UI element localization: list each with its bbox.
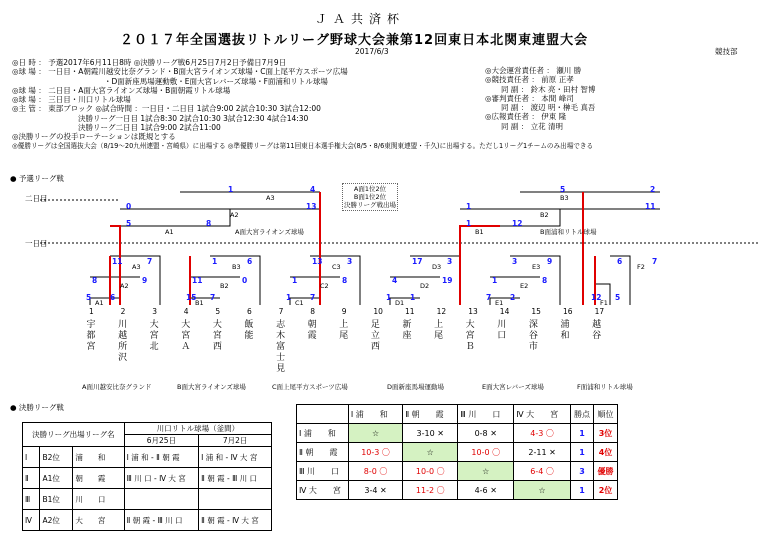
score: 7: [147, 257, 153, 266]
team-number: 12: [436, 307, 447, 316]
team-number: 13: [468, 307, 478, 316]
score: 0: [126, 202, 132, 211]
team-number: 3: [152, 307, 157, 316]
field-name: D面新座馬場運動場: [387, 383, 445, 391]
info-line: ◎決勝リーグの投手ローテーションは既規とする: [12, 132, 176, 142]
info-line: ◎球 場 ： 二日目・A面大宮ライオンズ球場・B面朝霞リトル球場: [12, 85, 231, 95]
section-preliminary: ● 予選リーグ戦: [10, 174, 64, 183]
officer-line: ◎競技責任者 ： 前原 正孝: [485, 75, 574, 85]
score: 5: [615, 293, 621, 302]
score: 9: [547, 257, 553, 266]
info-line: ◎主 管 ： 東部ブロック ◎試合時間 ：一日目・二日目 1試合9:00 2試合10:30 3試合12:00: [12, 104, 321, 114]
score: 5: [126, 219, 132, 228]
score: 3: [347, 257, 353, 266]
col-header: Ⅰ 浦 和: [348, 405, 402, 424]
score: 12: [591, 293, 602, 302]
col-header: 勝点: [571, 405, 594, 424]
match-code: B1: [475, 228, 484, 236]
score: 8: [542, 276, 548, 285]
day2-label: 二日目: [25, 194, 48, 203]
team-number: 8: [310, 307, 315, 316]
team-number: 14: [499, 307, 510, 316]
info-line: 決勝リーグ二日目 1試合9:00 2試合11:00: [78, 123, 221, 133]
score: 5: [560, 185, 566, 194]
match-code: D1: [395, 299, 405, 307]
day1-label: 一日目: [25, 239, 48, 248]
match-code: A1: [95, 299, 104, 307]
match-code: F1: [600, 299, 608, 307]
col-header: Ⅳ 大 宮: [514, 405, 571, 424]
score: 8: [206, 219, 212, 228]
team-name: 飯能: [244, 320, 254, 341]
score: 12: [512, 219, 523, 228]
score: 1: [292, 276, 298, 285]
table-row: Ⅰ 浦 和 ☆ 3-10 ✕ 0-8 ✕ 4-3 〇 1 3位: [297, 424, 618, 443]
score: 3: [512, 257, 518, 266]
team-number: 17: [594, 307, 605, 316]
team-number: 9: [341, 307, 347, 316]
col-header: 川口リトル球場（釜間）: [124, 423, 271, 435]
score: 13: [306, 202, 317, 211]
date-header: 7月2日: [199, 435, 272, 447]
table-row: Ⅳ A2位 大 宮 Ⅱ 朝 霞 - Ⅲ 川 口 Ⅱ 朝 霞 - Ⅳ 大 宮: [23, 510, 272, 531]
team-number: 15: [531, 307, 541, 316]
match-code: F2: [637, 263, 645, 271]
match-code: B2: [220, 282, 229, 290]
team-name: 大宮Ａ: [181, 320, 191, 352]
final-results-table: [296, 404, 618, 500]
info-line: ◎優勝リーグは全国選抜大会（8/19～20九州連盟・宮崎県）に出場する ◎準優勝リーグは第11回東日本選手権大会(8/5・8/6東関東連盟・千久)に出場する。ただし1リーグ1チームのみ出場できる: [12, 141, 594, 150]
score: 1: [466, 219, 472, 228]
score: 7: [210, 293, 216, 302]
score: 1: [228, 185, 234, 194]
team-name: 川口: [497, 320, 507, 341]
score: 6: [110, 293, 116, 302]
info-line: ・D面新座馬場運動敷・E面大宮レバーズ球場・F面浦和リトル球場: [104, 76, 328, 86]
match-code: E2: [520, 282, 529, 290]
team-number: 10: [373, 307, 383, 316]
date-header: 6月25日: [124, 435, 199, 447]
officer-line: ◎大会運営責任者 ： 瀬川 勝: [485, 66, 582, 75]
match-code: A2: [230, 211, 239, 219]
score: 6: [617, 257, 623, 266]
score: 0: [242, 276, 248, 285]
col-header: Ⅱ 朝 霞: [403, 405, 458, 424]
title-line-1: ＪＡ共済杯: [315, 12, 406, 26]
officer-line: 同 副 ： 渡辺 明・榊毛 真吾: [501, 103, 596, 113]
team-name: 志木富士見: [276, 320, 286, 374]
officer-line: ◎審判責任者 ： 本間 峰司: [485, 93, 574, 103]
team-name: 大宮西: [212, 320, 222, 352]
officer-line: 同 副 ： 鈴木 亮・田村 智博: [501, 84, 596, 94]
match-code: A1: [165, 228, 174, 236]
match-code: C3: [332, 263, 341, 271]
score: 15: [186, 293, 197, 302]
field-name: F面浦和リトル球場: [577, 383, 633, 391]
col-header: Ⅲ 川 口: [458, 405, 514, 424]
score: 1: [466, 202, 472, 211]
info-line: ◎日 時 ： 予選2017年6月11日8時 ◎決勝リーグ戦6月25日7月2日予備日7月9日: [12, 58, 287, 67]
table-row: Ⅱ 朝 霞 10-3 〇 ☆ 10-0 〇 2-11 ✕ 1 4位: [297, 443, 618, 462]
score: 2: [650, 185, 656, 194]
score: 8: [92, 276, 98, 285]
score: 13: [312, 257, 323, 266]
team-name: 宇都宮: [86, 320, 96, 352]
score: 1: [386, 293, 392, 302]
field-label: A面大宮ライオンズ球場: [235, 228, 304, 236]
team-name: 新座: [402, 320, 412, 341]
team-name: 上尾: [434, 320, 444, 341]
score: 1: [212, 257, 218, 266]
field-name: E面大宮レバーズ球場: [482, 383, 544, 391]
score: 11: [112, 257, 123, 266]
team-name: 足立西: [370, 320, 380, 352]
score: 7: [310, 293, 316, 302]
match-code: B3: [560, 194, 569, 202]
table-row: Ⅲ 川 口 8-0 〇 10-0 〇 ☆ 6-4 〇 3 優勝: [297, 462, 618, 481]
team-name: 川越所沢: [118, 320, 128, 363]
match-code: D2: [420, 282, 430, 290]
section-final: ● 決勝リーグ戦: [10, 403, 64, 412]
info-line: ◎球 場 ： 一日目・A朝霞川越安比奈グランド・B面大宮ライオンズ球場・C面上尾平方スポーツ広場: [12, 67, 348, 77]
final-schedule-table: [22, 422, 272, 531]
team-name: 朝霞: [307, 320, 317, 341]
team-number: 6: [247, 307, 252, 316]
team-number: 1: [89, 307, 94, 316]
score: 5: [86, 293, 92, 302]
score: 3: [447, 257, 453, 266]
score: 6: [247, 257, 253, 266]
field-label: B面浦和リトル球場: [540, 228, 597, 236]
score: 17: [412, 257, 423, 266]
score: 4: [392, 276, 398, 285]
score: 4: [310, 185, 316, 194]
score: 19: [442, 276, 453, 285]
qualify-note: A面1位2位 B面1位2位 決勝リーグ戦出場: [344, 185, 396, 209]
match-code: B3: [232, 263, 241, 271]
team-number: 4: [183, 307, 189, 316]
col-header: 順位: [594, 405, 618, 424]
match-code: E3: [532, 263, 541, 271]
table-row: Ⅰ B2位 浦 和 Ⅰ 浦 和 - Ⅱ 朝 霞 Ⅰ 浦 和 - Ⅳ 大 宮: [23, 447, 272, 468]
page-title: ２０１７年全国選抜リトルリーグ野球大会兼第12回東日本北関東連盟大会: [120, 33, 589, 48]
score: 1: [286, 293, 292, 302]
info-line: ◎球 場 ： 三日目・川口リトル球場: [12, 95, 131, 105]
score: 8: [342, 276, 348, 285]
team-name: 深谷市: [528, 320, 538, 352]
team-name: 大宮Ｂ: [465, 320, 475, 352]
team-number: 2: [120, 307, 126, 316]
team-name: 越谷: [592, 320, 602, 341]
match-code: C1: [295, 299, 304, 307]
team-name: 浦和: [560, 320, 570, 341]
match-code: A3: [266, 194, 275, 202]
officer-line: 同 副 ： 立花 清明: [501, 121, 564, 131]
info-line: 決勝リーグ一日目 1試合8:30 2試合10:30 3試合12:30 4試合14:30: [78, 113, 309, 123]
team-number: 7: [278, 307, 284, 316]
table-row: Ⅳ 大 宮 3-4 ✕ 11-2 〇 4-6 ✕ ☆ 1 2位: [297, 481, 618, 500]
score: 1: [492, 276, 498, 285]
team-number: 5: [215, 307, 221, 316]
score: 2: [510, 293, 516, 302]
date-label: 2017/6/3: [355, 47, 389, 56]
score: 7: [486, 293, 492, 302]
field-name: C面上尾平方スポーツ広場: [272, 383, 348, 391]
score: 1: [410, 293, 416, 302]
match-code: A2: [120, 282, 129, 290]
team-name: 上尾: [339, 320, 349, 341]
match-code: D3: [432, 263, 442, 271]
match-code: B1: [195, 299, 204, 307]
score: 11: [645, 202, 656, 211]
dept-label: 競技部: [715, 47, 738, 56]
match-code: A3: [132, 263, 141, 271]
match-code: B2: [540, 211, 549, 219]
score: 9: [142, 276, 148, 285]
field-name: B面大宮ライオンズ球場: [177, 383, 246, 391]
team-number: 16: [563, 307, 573, 316]
score: 11: [192, 276, 203, 285]
table-row: Ⅱ A1位 朝 霞 Ⅲ 川 口 - Ⅳ 大 宮 Ⅱ 朝 霞 - Ⅲ 川 口: [23, 468, 272, 489]
officer-line: ◎広報責任者 ： 伊東 隆: [485, 112, 567, 122]
team-name: 大宮北: [149, 320, 159, 352]
table-row: Ⅲ B1位 川 口: [23, 489, 272, 510]
match-code: E1: [495, 299, 504, 307]
score: 7: [652, 257, 658, 266]
field-name: A面川越安比奈グランド: [82, 383, 152, 391]
team-number: 11: [405, 307, 415, 316]
match-code: C2: [320, 282, 329, 290]
col-header: 決勝リーグ出場リーグ名: [23, 423, 125, 447]
